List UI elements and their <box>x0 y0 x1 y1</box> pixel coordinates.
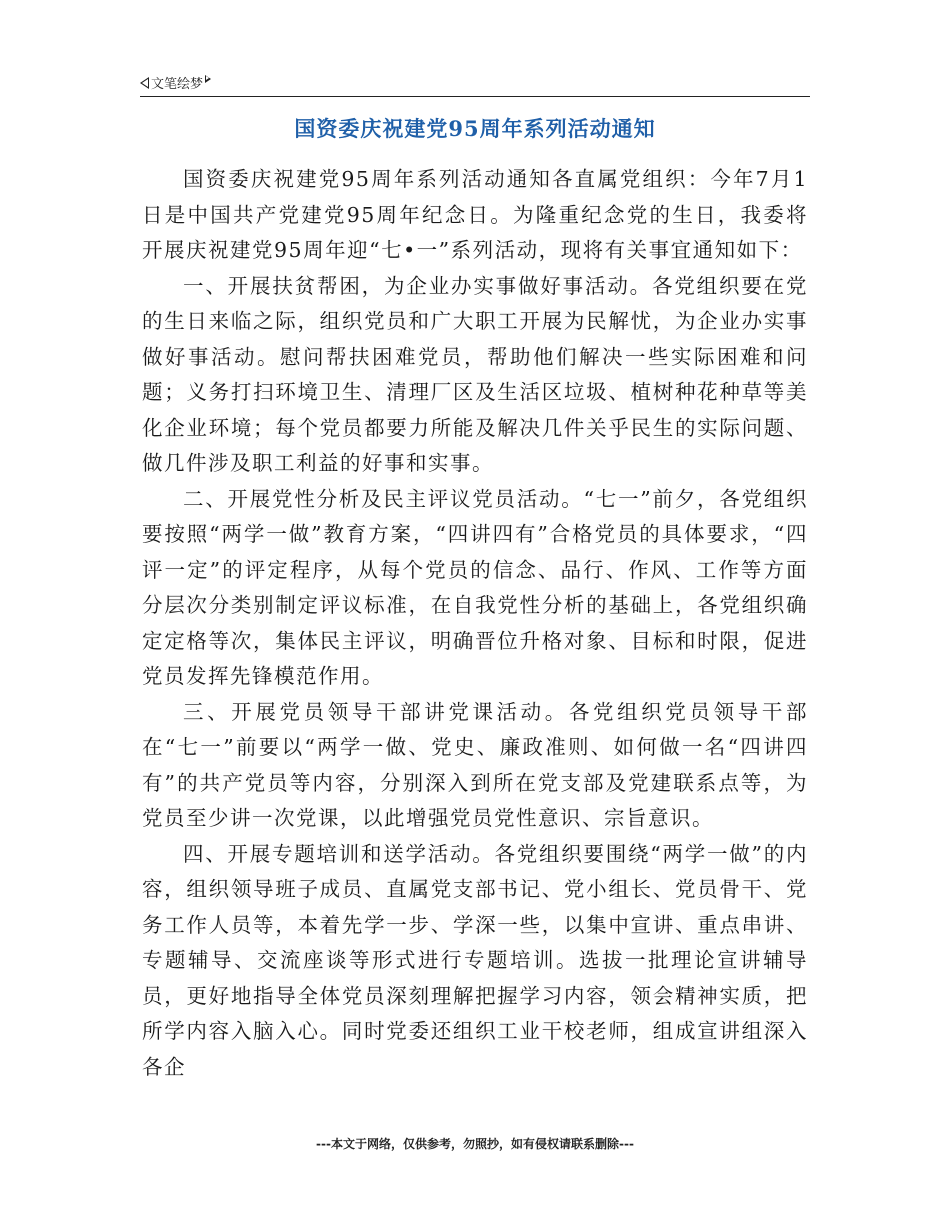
triangle-right-icon <box>205 75 211 83</box>
paragraph-section-3: 三、开展党员领导干部讲党课活动。各党组织党员领导干部在“七一”前要以“两学一做、党史、廉政准则、如何做一名“四讲四有”的共产党员等内容，分别深入到所在党支部及党建联系点等，为党员至少讲一次党课，以此增强党员党性意识、宗旨意识。 <box>142 699 808 830</box>
page-footer-disclaimer: ---本文于网络，仅供参考，勿照抄，如有侵权请联系删除--- <box>316 1137 634 1151</box>
triangle-left-icon <box>140 77 149 89</box>
paragraph-section-2: 二、开展党性分析及民主评议党员活动。“七一”前夕，各党组织要按照“两学一做”教育方案，“四讲四有”合格党员的具体要求，“四评一定”的评定程序，从每个党员的信念、品行、作风、工作等方面分层次分类别制定评议标准，在自我党性分析的基础上，各党组织确定定格等次，集体民主评议，明确晋位升格对象、目标和时限，促进党员发挥先锋模范作用。 <box>142 486 808 688</box>
paragraph-section-1: 一、开展扶贫帮困，为企业办实事做好事活动。各党组织要在党的生日来临之际，组织党员和广大职工开展为民解忧，为企业办实事做好事活动。慰问帮扶困难党员，帮助他们解决一些实际困难和问题；义务打扫环境卫生、清理厂区及生活区垃圾、植树种花种草等美化企业环境；每个党员都要力所能及解决几件关乎民生的实际问题、做几件涉及职工利益的好事和实事。 <box>142 273 808 475</box>
document-body <box>142 162 808 1085</box>
page-header <box>140 72 810 97</box>
paragraph-section-4: 四、开展专题培训和送学活动。各党组织要围绕“两学一做”的内容，组织领导班子成员、直属党支部书记、党小组长、党员骨干、党务工作人员等，本着先学一步、学深一些，以集中宣讲、重点串讲、专题辅导、交流座谈等形式进行专题培训。选拔一批理论宣讲辅导员，更好地指导全体党员深刻理解把握学习内容，领会精神实质，把所学内容入脑入心。同时党委还组织工业干校老师，组成宣讲组深入各企 <box>142 841 808 1079</box>
header-logo <box>140 73 211 92</box>
paragraph-intro: 国资委庆祝建党95周年系列活动通知各直属党组织：今年7月1日是中国共产党建党95周年纪念日。为隆重纪念党的生日，我委将开展庆祝建党95周年迎“七•一”系列活动，现将有关事宜通知如下： <box>142 167 808 262</box>
document-title: 国资委庆祝建党95周年系列活动通知 <box>294 116 656 141</box>
header-logo-text: 文笔绘梦 <box>151 77 204 92</box>
